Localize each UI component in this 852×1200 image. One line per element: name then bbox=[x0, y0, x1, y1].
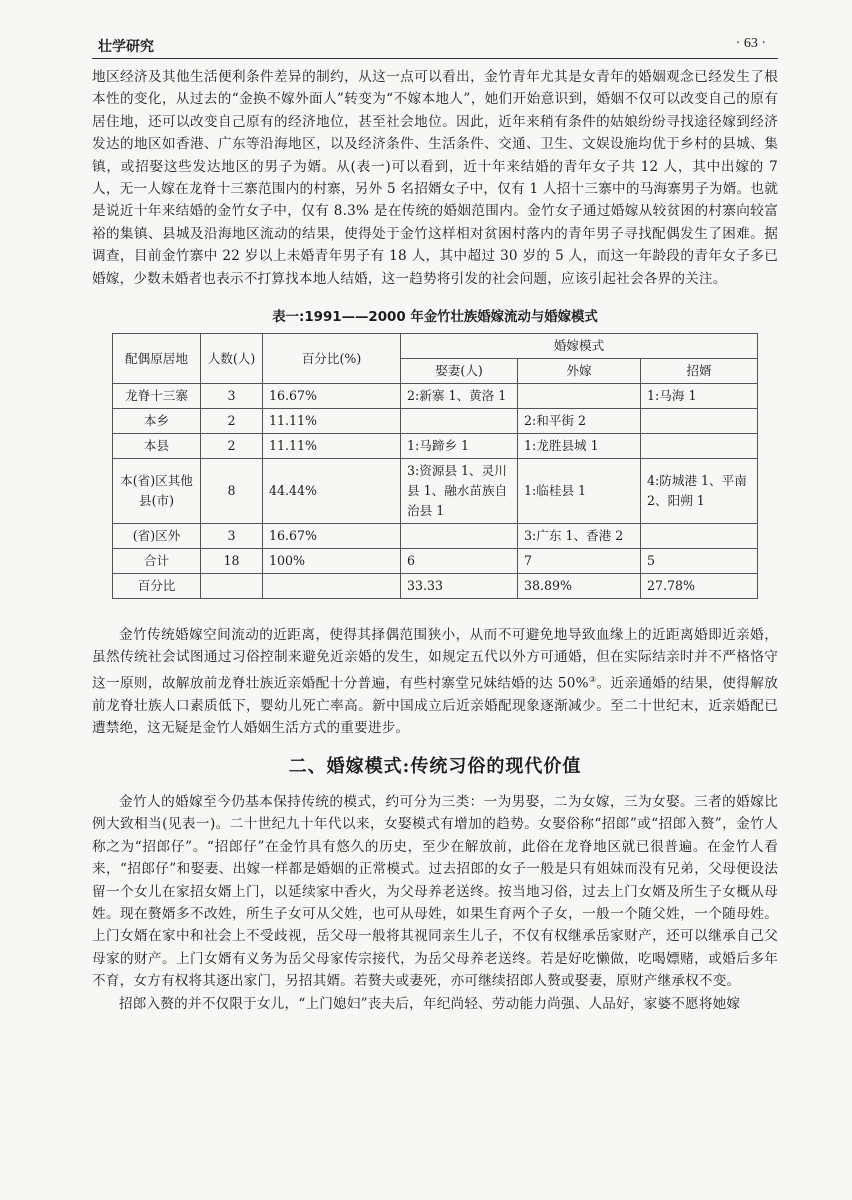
cell-marry-wife: 3:资源县 1、灵川县 1、融水苗族自治县 1 bbox=[401, 459, 518, 524]
cell-marry-out bbox=[518, 384, 641, 409]
table-row bbox=[113, 574, 758, 599]
cell-marry-wife bbox=[401, 524, 518, 549]
cell-origin: 本县 bbox=[113, 434, 201, 459]
running-head bbox=[92, 34, 778, 59]
section-heading: 二、婚嫁模式:传统习俗的现代价值 bbox=[288, 756, 582, 777]
cell-count: 2 bbox=[201, 434, 263, 459]
journal-name: 壮学研究 bbox=[98, 39, 154, 55]
cell-matrilocal: 1:马海 1 bbox=[641, 384, 758, 409]
cell-origin: 龙脊十三寨 bbox=[113, 384, 201, 409]
cell-marry-wife bbox=[401, 409, 518, 434]
header-matrilocal: 招婿 bbox=[641, 359, 758, 384]
cell-origin: 合计 bbox=[113, 549, 201, 574]
header-mode: 婚嫁模式 bbox=[401, 334, 758, 359]
header-marry-out: 外嫁 bbox=[518, 359, 641, 384]
cell-origin: 本(省)区其他县(市) bbox=[113, 459, 201, 524]
cell-percent: 44.44% bbox=[263, 459, 401, 524]
cell-percent: 16.67% bbox=[263, 524, 401, 549]
cell-marry-out: 1:临桂县 1 bbox=[518, 459, 641, 524]
table-row bbox=[113, 459, 758, 524]
cell-marry-wife: 2:新寨 1、黄洛 1 bbox=[401, 384, 518, 409]
header-count: 人数(人) bbox=[201, 334, 263, 384]
paragraph: 金竹人的婚嫁至今仍基本保持传统的模式，约可分为三类：一为男娶，二为女嫁，三为女娶。三者的婚嫁比例大致相当(见表一)。二十世纪九十年代以来，女娶模式有增加的趋势。女娶俗称“招郎”或“招郎入赘”，金竹人称之为“招郎仔”。“招郎仔”在金竹具有悠久的历史，至少在解放前，此俗在龙脊地区就已很普遍。在金竹人看来，“招郎仔”和娶妻、出嫁一样都是婚姻的正常模式。过去招郎的女子一般是只有姐妹而没有兄弟，父母便设法留一个女儿在家招女婿上门，以延续家中香火，为父母养老送终。按当地习俗，过去上门女婿及所生子女概从母姓。现在赘婿多不改姓，所生子女可从父姓，也可从母姓，如果生育两个子女，一般一个随父姓，一个随母姓。上门女婿在家中和社会上不受歧视，岳父母一般将其视同亲生儿子，不仅有权继承岳家财产，还可以继承自己父母家的财产。上门女婿有义务为岳父母家传宗接代，为岳父母养老送终。若是好吃懒做，吃喝嫖赌，或婚后多年不育，女方有权将其逐出家门，另招其婿。若赘夫或妻死，亦可继续招郎人赘或娶妻，原财产继承权不变。 bbox=[92, 794, 778, 990]
cell-marry-out: 7 bbox=[518, 549, 641, 574]
cell-marry-out: 1:龙胜县城 1 bbox=[518, 434, 641, 459]
cell-count: 3 bbox=[201, 524, 263, 549]
cell-count: 18 bbox=[201, 549, 263, 574]
paragraph: 地区经济及其他生活便利条件差异的制约，从这一点可以看出，金竹青年尤其是女青年的婚姻观念已经发生了根本性的变化，从过去的“金换不嫁外面人”转变为“不嫁本地人”，她们开始意识到，婚姻不仅可以改变自己的原有居住地，还可以改变自己原有的经济地位，甚至社会地位。因此，近年来稍有条件的姑娘纷纷寻找途径嫁到经济发达的地区如香港、广东等沿海地区，以及经济条件、生活条件、交通、卫生、文娱设施均优于乡村的县城、集镇，或招娶这些发达地区的男子为婿。从(表一)可以看到，近十年来结婚的青年女子共 12 人，其中出嫁的 7 人，无一人嫁在龙脊十三寨范围内的村寨，另外 5 名招婿女子中，仅有 1 人招十三寨中的马海寨男子为婿。也就是说近十年来结婚的金竹女子中，仅有 8.3% 是在传统的婚姻范围内。金竹女子通过婚嫁从较贫困的村寨向较富裕的集镇、县城及沿海地区流动的结果，使得处于金竹这样相对贫困村落内的青年男子寻找配偶发生了困难。据调查，目前金竹寨中 22 岁以上未婚青年男子有 18 人，其中超过 30 岁的 5 人，而这一年龄段的青年女子多已婚嫁，少数未婚者也表示不打算找本地人结婚，这一趋势将引发的社会问题，应该引起社会各界的关注。 bbox=[92, 69, 778, 287]
cell-marry-wife: 33.33 bbox=[401, 574, 518, 599]
cell-marry-out: 38.89% bbox=[518, 574, 641, 599]
paragraph-text: 。近亲通婚的结果，使得解放前龙脊壮族人口素质低下，婴幼儿死亡率高。新中国成立后近亲婚配现象逐渐减少。至二十世纪末，近亲婚配已遭禁绝，这无疑是金竹人婚姻生活方式的重要进步。 bbox=[92, 675, 779, 737]
cell-matrilocal bbox=[641, 524, 758, 549]
cell-origin: (省)区外 bbox=[113, 524, 201, 549]
paragraph bbox=[92, 624, 778, 740]
cell-matrilocal: 27.78% bbox=[641, 574, 758, 599]
cell-matrilocal bbox=[641, 409, 758, 434]
table-row bbox=[113, 524, 758, 549]
cell-origin: 本乡 bbox=[113, 409, 201, 434]
cell-count: 3 bbox=[201, 384, 263, 409]
footnote-ref[interactable]: ③ bbox=[588, 674, 597, 684]
header-origin: 配偶原居地 bbox=[113, 334, 201, 384]
cell-matrilocal: 5 bbox=[641, 549, 758, 574]
paragraph: 招郎入赘的并不仅限于女儿，“上门媳妇”丧夫后，年纪尚轻、劳动能力尚强、人品好，家婆不愿将她嫁 bbox=[119, 996, 741, 1012]
paragraph-text: 金竹传统婚嫁空间流动的近距离，使得其择偶范围狭小，从而不可避免地导致血缘上的近距离婚即近亲婚，虽然传统社会试图通过习俗控制来避免近亲婚的发生，如规定五代以外方可通婚，但在实际结亲时并不严格恪守这一原则，故解放前龙脊壮族近亲婚配十分普遍，有些村寨堂兄妹结婚的达 50% bbox=[92, 627, 778, 692]
cell-marry-wife: 6 bbox=[401, 549, 518, 574]
table-row bbox=[113, 409, 758, 434]
cell-matrilocal: 4:防城港 1、平南 2、阳朔 1 bbox=[641, 459, 758, 524]
cell-count: 8 bbox=[201, 459, 263, 524]
cell-percent bbox=[263, 574, 401, 599]
table-row bbox=[113, 434, 758, 459]
page-number: · 63 · bbox=[735, 36, 766, 51]
cell-marry-wife: 1:马蹄乡 1 bbox=[401, 434, 518, 459]
cell-percent: 100% bbox=[263, 549, 401, 574]
cell-marry-out: 2:和平街 2 bbox=[518, 409, 641, 434]
table-row bbox=[113, 549, 758, 574]
cell-count: 2 bbox=[201, 409, 263, 434]
marriage-mobility-table bbox=[112, 333, 758, 599]
cell-matrilocal bbox=[641, 434, 758, 459]
header-percent: 百分比(%) bbox=[263, 334, 401, 384]
cell-count bbox=[201, 574, 263, 599]
cell-origin: 百分比 bbox=[113, 574, 201, 599]
table-caption: 表一:1991——2000 年金竹壮族婚嫁流动与婚嫁模式 bbox=[272, 310, 598, 325]
header-marry-wife: 娶妻(人) bbox=[401, 359, 518, 384]
table-row bbox=[113, 384, 758, 409]
cell-percent: 11.11% bbox=[263, 434, 401, 459]
cell-percent: 11.11% bbox=[263, 409, 401, 434]
cell-percent: 16.67% bbox=[263, 384, 401, 409]
table-header-row bbox=[113, 334, 758, 359]
cell-marry-out: 3:广东 1、香港 2 bbox=[518, 524, 641, 549]
